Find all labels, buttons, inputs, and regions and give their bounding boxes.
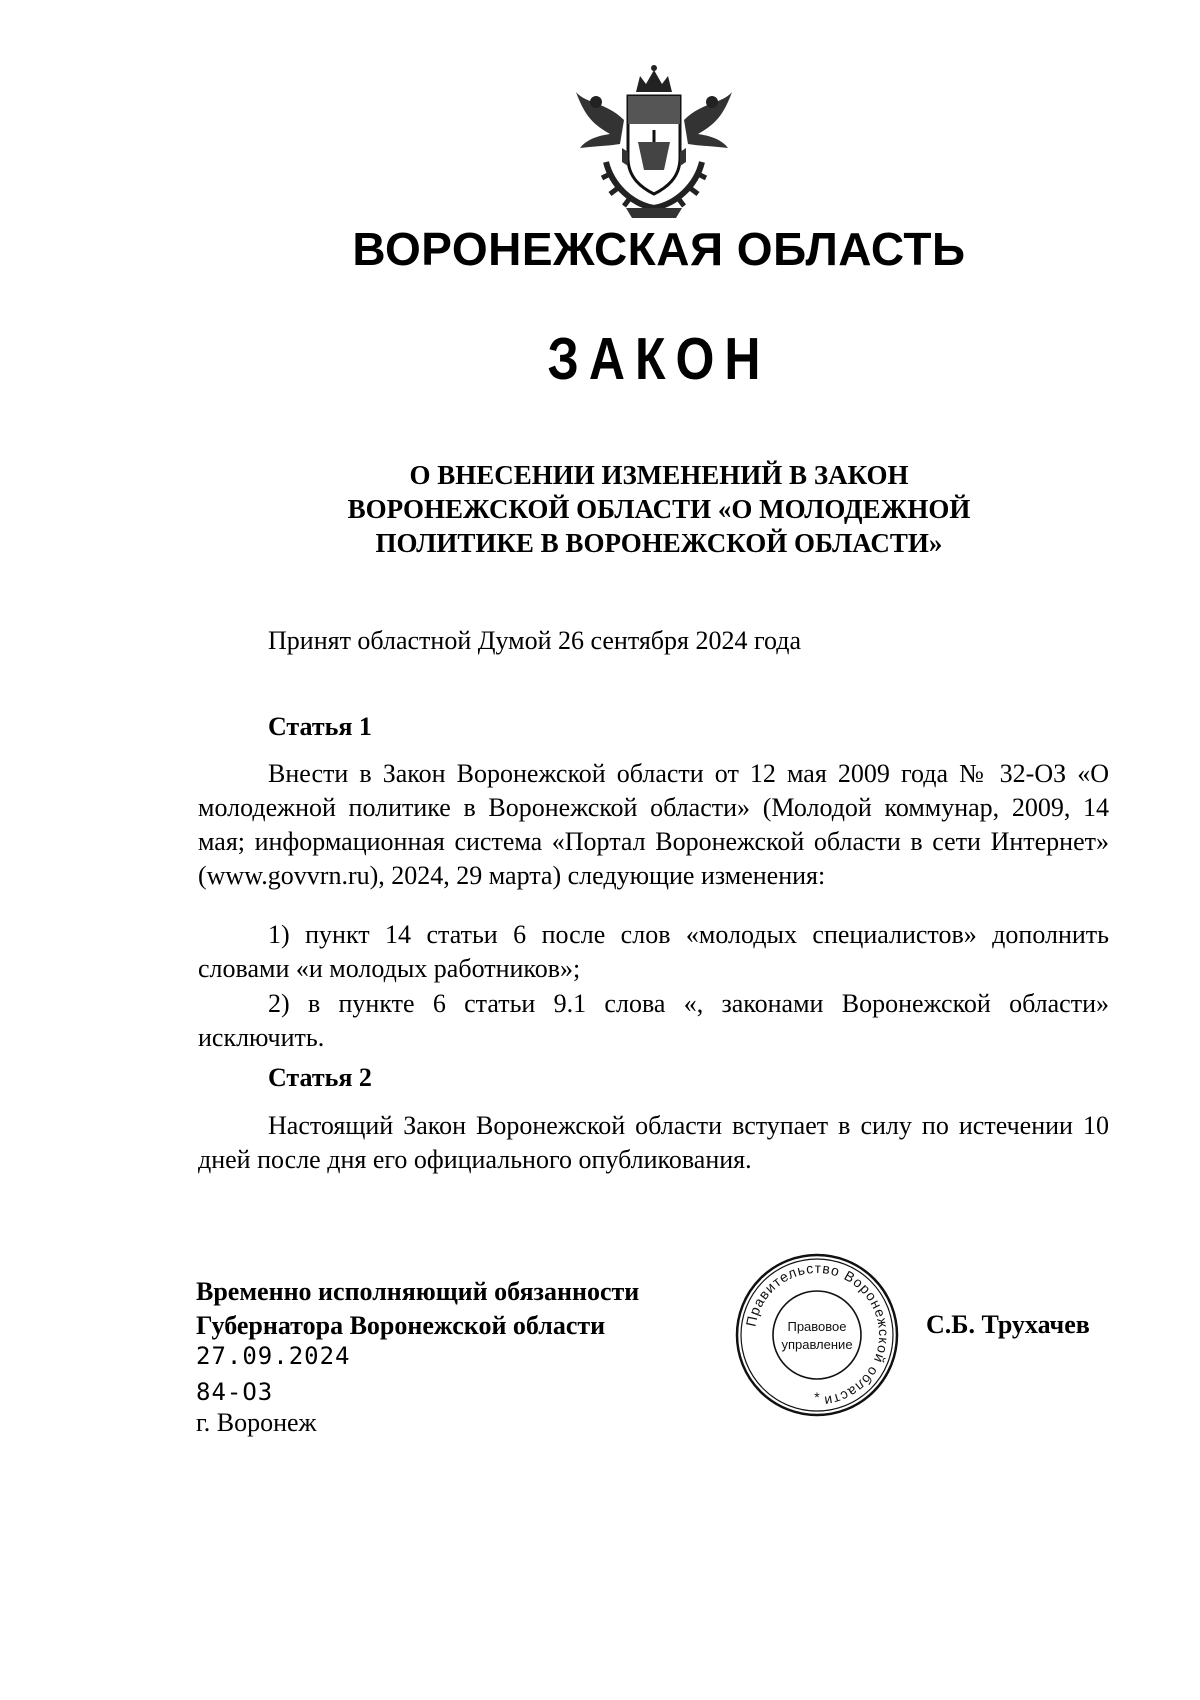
region-title: ВОРОНЕЖСКАЯ ОБЛАСТЬ <box>352 223 966 275</box>
law-title <box>280 458 1038 560</box>
coat-of-arms-emblem <box>566 62 742 222</box>
law-title-line: О ВНЕСЕНИИ ИЗМЕНЕНИЙ В ЗАКОН <box>409 460 909 490</box>
stamp-ring-text: Правительство Воронежской области <box>742 1259 893 1410</box>
signer-position-line: Губернатора Воронежской области <box>196 1311 606 1340</box>
article-2-text: Настоящий Закон Воронежской области вступает в силу по истечении 10 дней после дня его официального опубликования. <box>198 1111 1109 1174</box>
signer-position-line: Временно исполняющий обязанности <box>196 1277 640 1306</box>
stamp-center-line: управление <box>781 1337 853 1352</box>
article-1-intro: Внести в Закон Воронежской области от 12 мая 2009 года № 32-ОЗ «О молодежной политике в Воронежской области» (Молодой коммунар, 2009, 14 мая; информационная система «Портал Воронежской области в сети Интернет» (www.govvrn.ru), 2024, 29 марта) следующие изменения: <box>198 759 1109 890</box>
article-1-item-1: 1) пункт 14 статьи 6 после слов «молодых специалистов» дополнить словами «и молодых работников»; <box>198 920 1109 983</box>
law-number: 84-ОЗ <box>196 1378 274 1406</box>
article-1-heading: Статья 1 <box>268 712 372 741</box>
signing-city: г. Воронеж <box>196 1408 317 1437</box>
stamp-star: * <box>814 1389 820 1405</box>
document-type-title: ЗАКОН <box>547 325 771 393</box>
law-title-line: ПОЛИТИКЕ В ВОРОНЕЖСКОЙ ОБЛАСТИ» <box>375 528 943 558</box>
law-title-line: ВОРОНЕЖСКОЙ ОБЛАСТИ «О МОЛОДЕЖНОЙ <box>347 494 971 524</box>
adoption-note: Принят областной Думой 26 сентября 2024 года <box>268 626 802 655</box>
article-2-heading: Статья 2 <box>268 1063 372 1092</box>
signing-date: 27.09.2024 <box>196 1342 351 1370</box>
signer-position <box>196 1275 639 1343</box>
article-1-item-2: 2) в пункте 6 статьи 9.1 слова «, законами Воронежской области» исключить. <box>198 989 1109 1052</box>
signer-name: С.Б. Трухачев <box>926 1310 1090 1339</box>
official-stamp <box>732 1250 902 1420</box>
stamp-center-line: Правовое <box>787 1319 847 1334</box>
